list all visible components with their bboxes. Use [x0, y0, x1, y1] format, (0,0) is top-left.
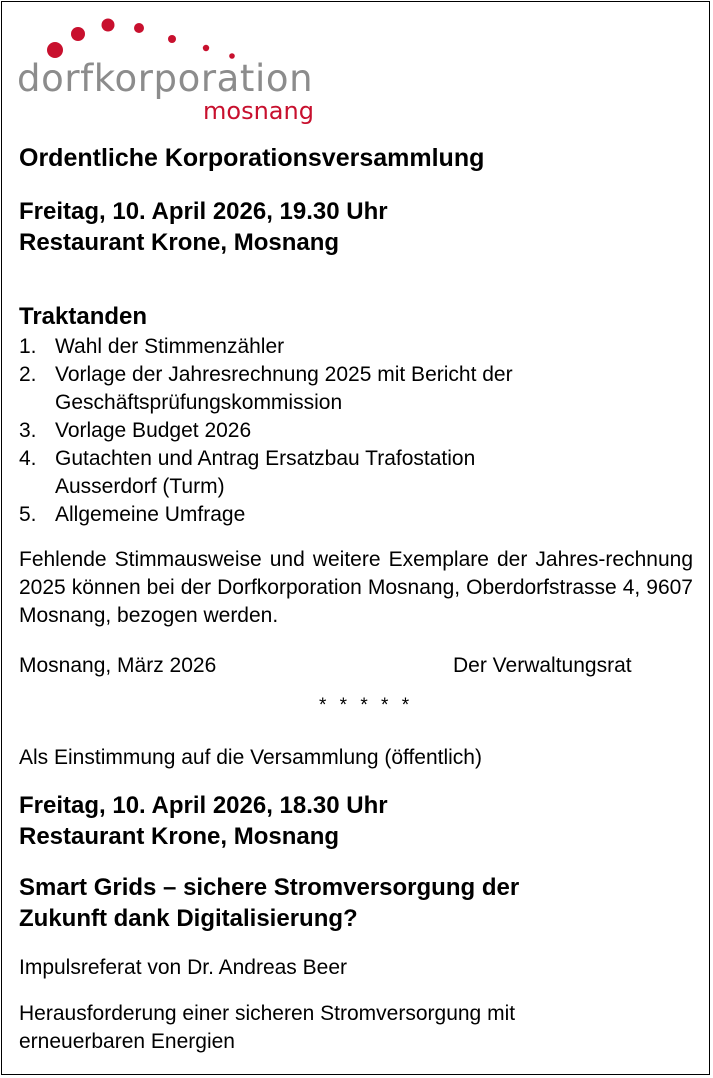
logo-dot [102, 19, 115, 32]
pre-event-topic-continued: Zukunft dank Digitalisierung? [19, 905, 358, 932]
agenda-item [19, 361, 679, 417]
agenda-item-text-continued: Geschäftsprüfungskommission [55, 391, 343, 414]
agenda-heading: Traktanden [19, 303, 148, 330]
agenda-item [19, 501, 679, 529]
pre-event-date-time: Freitag, 10. April 2026, 18.30 Uhr [19, 792, 388, 819]
agenda-item-number: 2. [19, 363, 37, 386]
agenda-item-text: Wahl der Stimmenzähler [55, 335, 285, 358]
notice-paragraph: Fehlende Stimmausweise und weitere Exemplare der Jahres-rechnung 2025 können bei der Dorfkorporation Mosnang, Oberdorfstrasse 4, 9607 Mosnang, bezogen werden. [19, 548, 693, 627]
meeting-date-time: Freitag, 10. April 2026, 19.30 Uhr [19, 198, 388, 225]
signature-signer: Der Verwaltungsrat [453, 654, 632, 677]
agenda-item [19, 333, 679, 361]
agenda-item-text: Vorlage Budget 2026 [55, 419, 252, 442]
logo-place: mosnang [203, 97, 314, 125]
logo-dot [71, 27, 85, 41]
agenda-item-text: Allgemeine Umfrage [55, 503, 246, 526]
agenda-item-number: 5. [19, 503, 37, 526]
pre-event-location: Restaurant Krone, Mosnang [19, 823, 340, 850]
separator-stars: * * * * * [319, 695, 414, 716]
agenda-item-text: Gutachten und Antrag Ersatzbau Trafostation [55, 447, 476, 470]
agenda-item [19, 417, 679, 445]
agenda-item-number: 1. [19, 335, 37, 358]
pre-event-description: Herausforderung einer sicheren Stromversorgung mit [19, 1002, 516, 1025]
pre-event-speaker: Impulsreferat von Dr. Andreas Beer [19, 956, 347, 979]
signature-place-date: Mosnang, März 2026 [19, 654, 217, 677]
agenda-item [19, 445, 679, 501]
agenda-item-text-continued: Ausserdorf (Turm) [55, 475, 225, 498]
agenda-item-number: 3. [19, 419, 37, 442]
logo-dot [168, 35, 176, 43]
logo-dot [134, 23, 144, 33]
agenda-list [19, 333, 679, 529]
logo-dot [203, 45, 209, 51]
meeting-location: Restaurant Krone, Mosnang [19, 229, 340, 256]
agenda-item-number: 4. [19, 447, 37, 470]
pre-event-topic: Smart Grids – sichere Stromversorgung der [19, 874, 520, 901]
agenda-item-text: Vorlage der Jahresrechnung 2025 mit Bericht der [55, 363, 513, 386]
pre-event-intro: Als Einstimmung auf die Versammlung (öffentlich) [19, 746, 482, 769]
page-title: Ordentliche Korporationsversammlung [19, 144, 485, 172]
logo-wordmark: dorfkorporation [17, 57, 314, 100]
logo [17, 14, 317, 126]
pre-event-description-continued: erneuerbaren Energien [19, 1030, 235, 1053]
